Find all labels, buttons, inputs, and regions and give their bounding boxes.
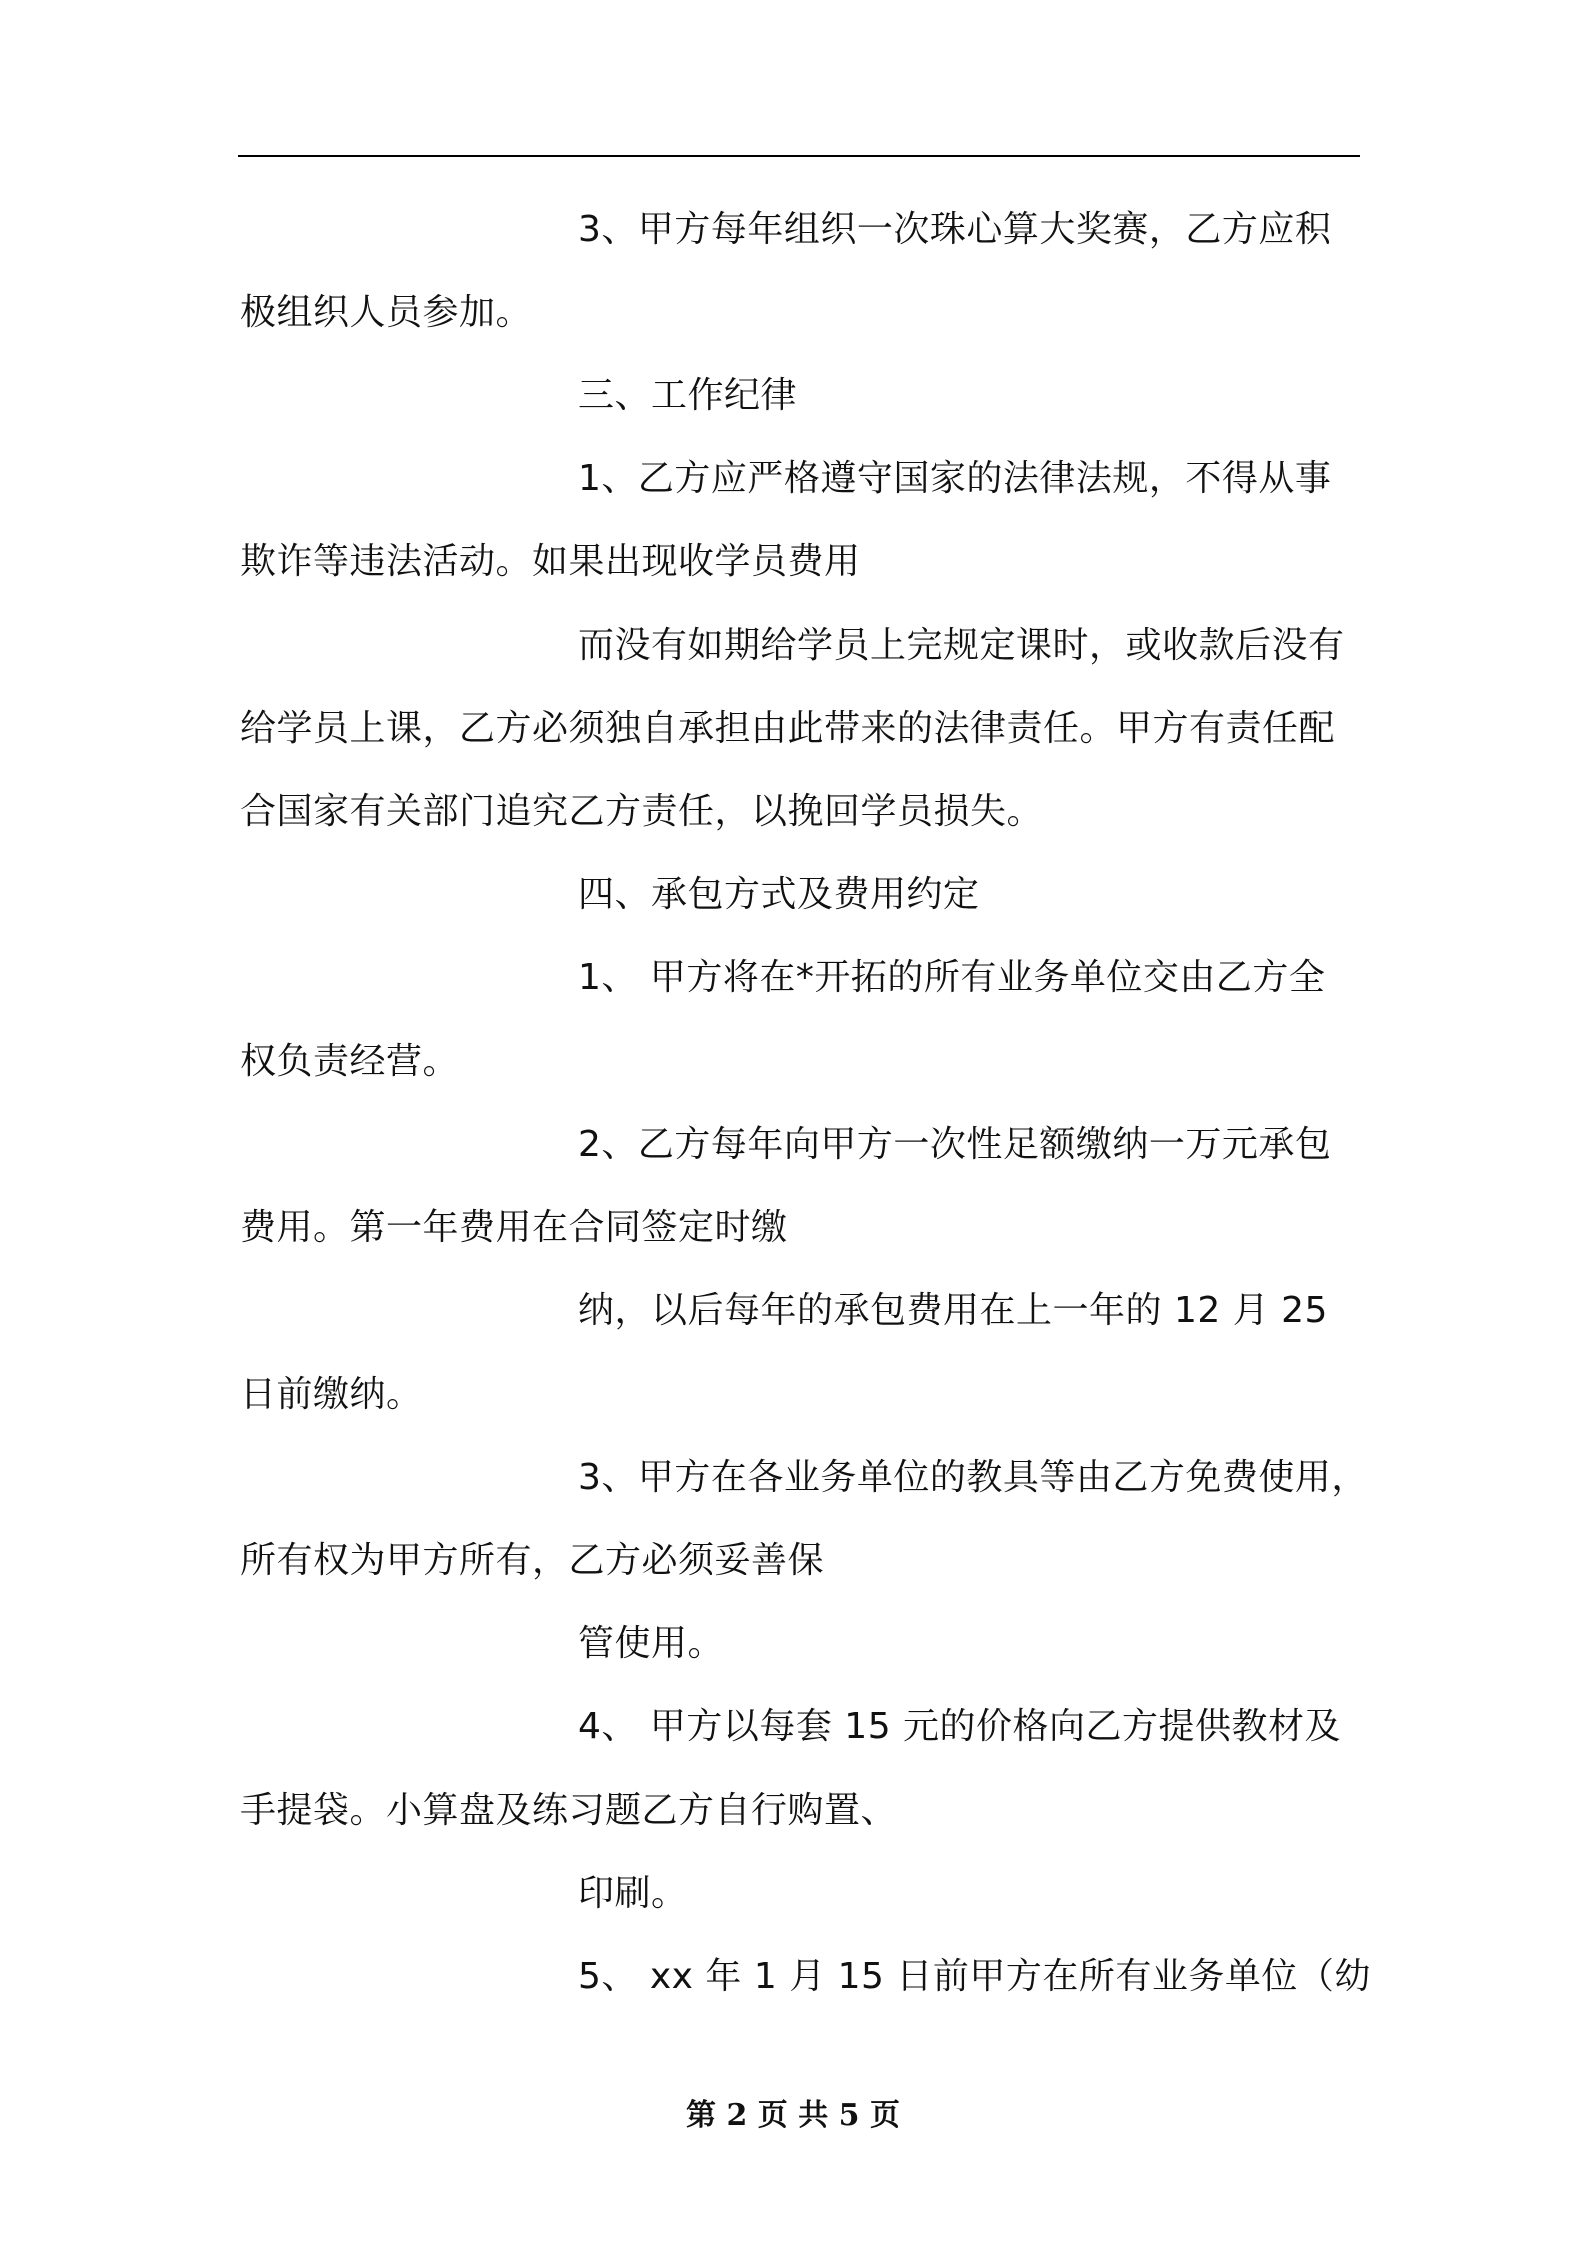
text-line-1: 3、甲方每年组织一次珠心算大奖赛，乙方应积 xyxy=(578,209,1332,250)
text-line-12: 2、乙方每年向甲方一次性足额缴纳一万元承包 xyxy=(578,1124,1332,1165)
text-line-7: 给学员上课，乙方必须独自承担由此带来的法律责任。甲方有责任配 xyxy=(240,708,1336,749)
text-line-8: 合国家有关部门追究乙方责任，以挽回学员损失。 xyxy=(240,791,1044,832)
text-line-5: 欺诈等违法活动。如果出现收学员费用 xyxy=(240,541,861,582)
text-line-13: 费用。第一年费用在合同签定时缴 xyxy=(240,1207,788,1248)
page-number-footer: 第 2 页 共 5 页 xyxy=(686,2098,900,2133)
text-line-18: 管使用。 xyxy=(578,1623,725,1664)
text-line-10: 1、 甲方将在*开拓的所有业务单位交由乙方全 xyxy=(578,957,1326,998)
header-rule xyxy=(238,155,1360,157)
text-line-6: 而没有如期给学员上完规定课时，或收款后没有 xyxy=(578,625,1345,666)
text-line-17: 所有权为甲方所有，乙方必须妥善保 xyxy=(240,1540,825,1581)
section-heading-4: 四、承包方式及费用约定 xyxy=(578,874,980,915)
section-heading-3: 三、工作纪律 xyxy=(578,375,798,416)
text-line-21: 印刷。 xyxy=(578,1873,688,1914)
text-line-11: 权负责经营。 xyxy=(240,1041,460,1082)
text-line-19: 4、 甲方以每套 15 元的价格向乙方提供教材及 xyxy=(578,1706,1342,1747)
text-line-22: 5、 xx 年 1 月 15 日前甲方在所有业务单位（幼 xyxy=(578,1956,1371,1997)
text-line-2: 极组织人员参加。 xyxy=(240,292,533,333)
text-line-20: 手提袋。小算盘及练习题乙方自行购置、 xyxy=(240,1790,898,1831)
text-line-16: 3、甲方在各业务单位的教具等由乙方免费使用， xyxy=(578,1457,1368,1498)
text-line-15: 日前缴纳。 xyxy=(240,1374,423,1415)
text-line-14: 纳，以后每年的承包费用在上一年的 12 月 25 xyxy=(578,1290,1328,1331)
text-line-4: 1、乙方应严格遵守国家的法律法规，不得从事 xyxy=(578,458,1332,499)
